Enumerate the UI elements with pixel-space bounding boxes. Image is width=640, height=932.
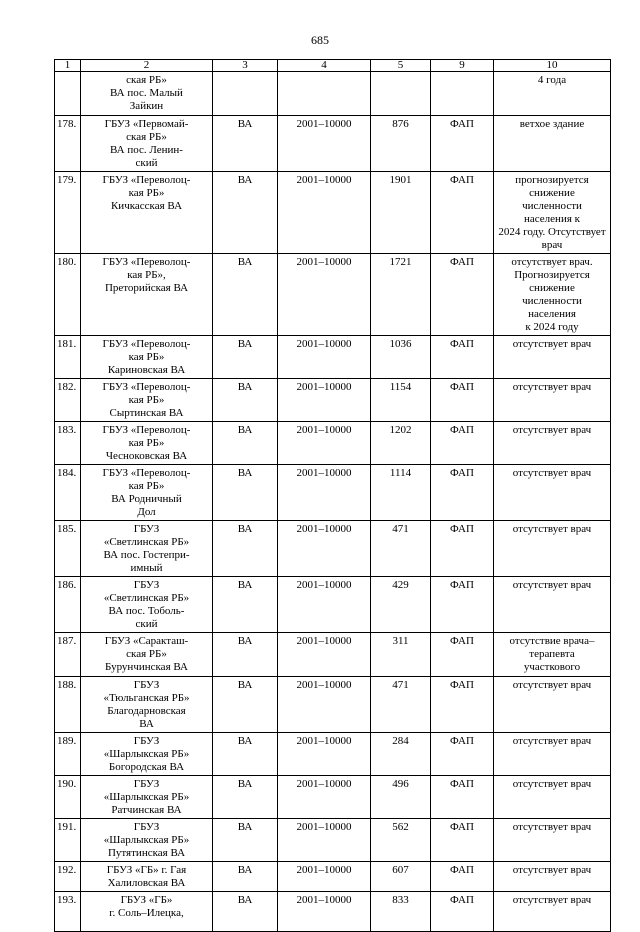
organization-cell (81, 465, 213, 521)
table-body (55, 60, 611, 932)
row-number-cell: 183. (55, 422, 81, 465)
organization-cell-line: ГБУЗ «Переволоц- (102, 424, 191, 436)
organization-cell-line: ская РБ» (126, 648, 167, 660)
note-cell-line: отсутствует врач. (511, 256, 593, 268)
organization-cell (81, 72, 213, 116)
organization-cell (81, 577, 213, 633)
note-cell-line: отсутствует врач (512, 864, 592, 876)
table-row (55, 422, 611, 465)
type-cell (213, 72, 278, 116)
population-range-cell: 2001–10000 (278, 633, 371, 677)
population-range-cell: 2001–10000 (278, 336, 371, 379)
row-number-cell: 180. (55, 254, 81, 336)
row-number-cell: 179. (55, 172, 81, 254)
note-cell-line: к 2024 году (525, 321, 579, 333)
unit-cell: ФАП (431, 892, 494, 932)
table-row (55, 254, 611, 336)
type-cell: ВА (213, 465, 278, 521)
table-row (55, 336, 611, 379)
organization-cell (81, 776, 213, 819)
header-cell: 2 (81, 60, 213, 72)
organization-cell-line: ГБУЗ «Первомай- (104, 118, 189, 130)
type-cell: ВА (213, 892, 278, 932)
unit-cell: ФАП (431, 254, 494, 336)
note-cell-line: отсутствует врач (512, 679, 592, 691)
organization-cell-line: «Светлинская РБ» (103, 536, 190, 548)
table-row (55, 72, 611, 116)
row-number-cell: 190. (55, 776, 81, 819)
organization-cell-line: «Шарлыкская РБ» (103, 748, 190, 760)
type-cell: ВА (213, 379, 278, 422)
unit-cell: ФАП (431, 422, 494, 465)
organization-cell (81, 733, 213, 776)
header-cell: 5 (371, 60, 431, 72)
note-cell-line: численности населения (522, 295, 582, 320)
organization-cell-line: «Шарлыкская РБ» (103, 791, 190, 803)
row-number-cell: 186. (55, 577, 81, 633)
unit-cell: ФАП (431, 465, 494, 521)
note-cell (494, 819, 611, 862)
organization-cell (81, 892, 213, 932)
table-row (55, 633, 611, 677)
organization-cell-line: кая РБ» (128, 187, 165, 199)
population-cell: 1901 (371, 172, 431, 254)
organization-cell-line: ГБУЗ (133, 523, 160, 535)
unit-cell: ФАП (431, 521, 494, 577)
organization-cell (81, 862, 213, 892)
organization-cell-line: кая РБ» (128, 394, 165, 406)
organization-cell (81, 379, 213, 422)
organization-cell (81, 677, 213, 733)
organization-cell-line: ГБУЗ «Переволоц- (102, 467, 191, 479)
organization-cell-line: ГБУЗ (133, 679, 160, 691)
unit-cell: ФАП (431, 862, 494, 892)
note-cell (494, 254, 611, 336)
note-cell (494, 172, 611, 254)
type-cell: ВА (213, 819, 278, 862)
unit-cell: ФАП (431, 577, 494, 633)
unit-cell (431, 72, 494, 116)
organization-cell-line: ский (135, 157, 158, 169)
organization-cell (81, 521, 213, 577)
unit-cell: ФАП (431, 733, 494, 776)
population-range-cell: 2001–10000 (278, 172, 371, 254)
table-row (55, 465, 611, 521)
organization-cell (81, 254, 213, 336)
organization-cell-line: ГБУЗ (133, 579, 160, 591)
population-cell: 562 (371, 819, 431, 862)
note-cell-line: отсутствует врач (512, 381, 592, 393)
organization-cell (81, 172, 213, 254)
type-cell: ВА (213, 336, 278, 379)
note-cell-line: отсутствует врач (512, 778, 592, 790)
row-number-cell: 193. (55, 892, 81, 932)
organization-cell-line: кая РБ» (128, 437, 165, 449)
row-number-cell (55, 72, 81, 116)
organization-cell-line: ская РБ» (126, 131, 167, 143)
organization-cell-line: ГБУЗ (133, 735, 160, 747)
note-cell (494, 633, 611, 677)
organization-cell-line: Чесноковская ВА (105, 450, 188, 462)
population-range-cell: 2001–10000 (278, 776, 371, 819)
note-cell-line: участкового (523, 661, 581, 673)
note-cell-line: отсутствует врач (512, 821, 592, 833)
population-range-cell (278, 72, 371, 116)
note-cell (494, 862, 611, 892)
table-row (55, 677, 611, 733)
table-row (55, 892, 611, 932)
population-cell: 607 (371, 862, 431, 892)
organization-cell-line: Кариновская ВА (107, 364, 186, 376)
organization-cell-line: Путятинская ВА (107, 847, 186, 859)
header-cell: 1 (55, 60, 81, 72)
unit-cell: ФАП (431, 336, 494, 379)
note-cell-line: прогнозируется снижение (515, 174, 589, 199)
organization-cell-line: имный (130, 562, 163, 574)
note-cell-line: Прогнозируется снижение (514, 269, 590, 294)
table-row (55, 521, 611, 577)
population-cell: 876 (371, 116, 431, 172)
unit-cell: ФАП (431, 677, 494, 733)
row-number-cell: 181. (55, 336, 81, 379)
population-range-cell: 2001–10000 (278, 422, 371, 465)
organization-cell-line: ВА пос. Гостепри- (103, 549, 190, 561)
type-cell: ВА (213, 577, 278, 633)
row-number-cell: 182. (55, 379, 81, 422)
organization-cell-line: Дол (137, 506, 156, 518)
row-number-cell: 185. (55, 521, 81, 577)
note-cell-line: численности населения к (522, 200, 582, 225)
population-cell: 1114 (371, 465, 431, 521)
note-cell (494, 116, 611, 172)
table-row (55, 116, 611, 172)
type-cell: ВА (213, 521, 278, 577)
type-cell: ВА (213, 254, 278, 336)
population-cell: 311 (371, 633, 431, 677)
note-cell (494, 733, 611, 776)
row-number-cell: 184. (55, 465, 81, 521)
unit-cell: ФАП (431, 819, 494, 862)
population-range-cell: 2001–10000 (278, 116, 371, 172)
organization-cell-line: ГБУЗ «Переволоц- (102, 338, 191, 350)
organization-cell (81, 336, 213, 379)
organization-cell-line: ГБУЗ «ГБ» г. Гая (106, 864, 187, 876)
header-cell: 3 (213, 60, 278, 72)
type-cell: ВА (213, 172, 278, 254)
header-row (55, 60, 611, 72)
organization-cell-line: ГБУЗ «ГБ» (120, 894, 173, 906)
organization-cell-line: кая РБ» (128, 351, 165, 363)
row-number-cell: 188. (55, 677, 81, 733)
organization-cell-line: «Шарлыкская РБ» (103, 834, 190, 846)
population-cell: 1721 (371, 254, 431, 336)
unit-cell: ФАП (431, 776, 494, 819)
header-cell: 9 (431, 60, 494, 72)
note-cell-line: отсутствие врача–терапевта (509, 635, 595, 660)
organization-cell (81, 819, 213, 862)
unit-cell: ФАП (431, 172, 494, 254)
row-number-cell: 191. (55, 819, 81, 862)
population-range-cell: 2001–10000 (278, 733, 371, 776)
organization-cell (81, 633, 213, 677)
organization-cell-line: Бурунчинская ВА (105, 661, 188, 673)
type-cell: ВА (213, 422, 278, 465)
population-range-cell: 2001–10000 (278, 819, 371, 862)
unit-cell: ФАП (431, 379, 494, 422)
header-cell: 4 (278, 60, 371, 72)
note-cell (494, 776, 611, 819)
note-cell-line: отсутствует врач (512, 424, 592, 436)
row-number-cell: 178. (55, 116, 81, 172)
population-range-cell: 2001–10000 (278, 254, 371, 336)
note-cell-line: отсутствует врач (512, 894, 592, 906)
organization-cell-line: «Тюльганская РБ» (103, 692, 190, 704)
organization-cell-line: ВА пос. Ленин- (110, 144, 183, 156)
organization-cell-line: ВА (139, 718, 154, 730)
table-row (55, 862, 611, 892)
type-cell: ВА (213, 862, 278, 892)
organization-cell-line: Богородская ВА (108, 761, 185, 773)
population-cell (371, 72, 431, 116)
population-cell: 1036 (371, 336, 431, 379)
population-cell: 496 (371, 776, 431, 819)
note-cell-line: отсутствует врач (512, 338, 592, 350)
population-cell: 833 (371, 892, 431, 932)
organization-cell-line: ская РБ» (126, 74, 167, 86)
table-row (55, 776, 611, 819)
population-range-cell: 2001–10000 (278, 577, 371, 633)
table-row (55, 379, 611, 422)
note-cell (494, 465, 611, 521)
header-cell: 10 (494, 60, 611, 72)
organization-cell-line: Зайкин (129, 100, 164, 112)
note-cell-line: 4 года (537, 74, 567, 86)
row-number-cell: 189. (55, 733, 81, 776)
organization-cell (81, 422, 213, 465)
population-cell: 1154 (371, 379, 431, 422)
population-cell: 471 (371, 677, 431, 733)
note-cell (494, 521, 611, 577)
population-cell: 471 (371, 521, 431, 577)
organization-cell-line: кая РБ», (127, 269, 166, 281)
organization-cell-line: ский (135, 618, 158, 630)
population-range-cell: 2001–10000 (278, 521, 371, 577)
organization-cell-line: ВА пос. Малый (110, 87, 183, 99)
note-cell (494, 677, 611, 733)
note-cell (494, 336, 611, 379)
note-cell-line: отсутствует врач (512, 735, 592, 747)
organization-cell-line: ВА Родничный (111, 493, 182, 505)
note-cell (494, 577, 611, 633)
row-number-cell: 192. (55, 862, 81, 892)
organization-cell-line: Ратчинская ВА (111, 804, 182, 816)
organization-cell-line: кая РБ» (128, 480, 165, 492)
population-range-cell: 2001–10000 (278, 862, 371, 892)
population-range-cell: 2001–10000 (278, 892, 371, 932)
population-cell: 284 (371, 733, 431, 776)
organization-cell-line: Халиловская ВА (107, 877, 186, 889)
population-cell: 1202 (371, 422, 431, 465)
note-cell-line: ветхое здание (519, 118, 585, 130)
type-cell: ВА (213, 776, 278, 819)
table-row (55, 733, 611, 776)
note-cell-line: 2024 году. Отсутствует врач (498, 226, 606, 251)
unit-cell: ФАП (431, 116, 494, 172)
table-row (55, 819, 611, 862)
organization-cell-line: Кичкасская ВА (110, 200, 183, 212)
organization-cell (81, 116, 213, 172)
population-range-cell: 2001–10000 (278, 465, 371, 521)
note-cell-line: отсутствует врач (512, 579, 592, 591)
organization-cell-line: Преторийская ВА (104, 282, 189, 294)
note-cell (494, 379, 611, 422)
population-range-cell: 2001–10000 (278, 677, 371, 733)
population-cell: 429 (371, 577, 431, 633)
organization-cell-line: ГБУЗ «Переволоц- (102, 256, 191, 268)
note-cell (494, 422, 611, 465)
table-row (55, 577, 611, 633)
organization-cell-line: Благодарновская (107, 705, 186, 717)
organization-cell-line: ГБУЗ «Саракташ- (104, 635, 189, 647)
organization-cell-line: ГБУЗ «Переволоц- (102, 381, 191, 393)
page-number: 685 (311, 33, 329, 47)
unit-cell: ФАП (431, 633, 494, 677)
data-table (54, 59, 611, 932)
note-cell-line: отсутствует врач (512, 467, 592, 479)
row-number-cell: 187. (55, 633, 81, 677)
table-row (55, 172, 611, 254)
type-cell: ВА (213, 733, 278, 776)
organization-cell-line: Сыртинская ВА (109, 407, 184, 419)
organization-cell-line: ГБУЗ (133, 821, 160, 833)
organization-cell-line: г. Соль–Илецка, (109, 907, 184, 919)
note-cell-line: отсутствует врач (512, 523, 592, 535)
organization-cell-line: ВА пос. Тоболь- (108, 605, 185, 617)
note-cell (494, 72, 611, 116)
type-cell: ВА (213, 633, 278, 677)
type-cell: ВА (213, 116, 278, 172)
note-cell (494, 892, 611, 932)
type-cell: ВА (213, 677, 278, 733)
population-range-cell: 2001–10000 (278, 379, 371, 422)
organization-cell-line: ГБУЗ (133, 778, 160, 790)
organization-cell-line: «Светлинская РБ» (103, 592, 190, 604)
organization-cell-line: ГБУЗ «Переволоц- (102, 174, 191, 186)
